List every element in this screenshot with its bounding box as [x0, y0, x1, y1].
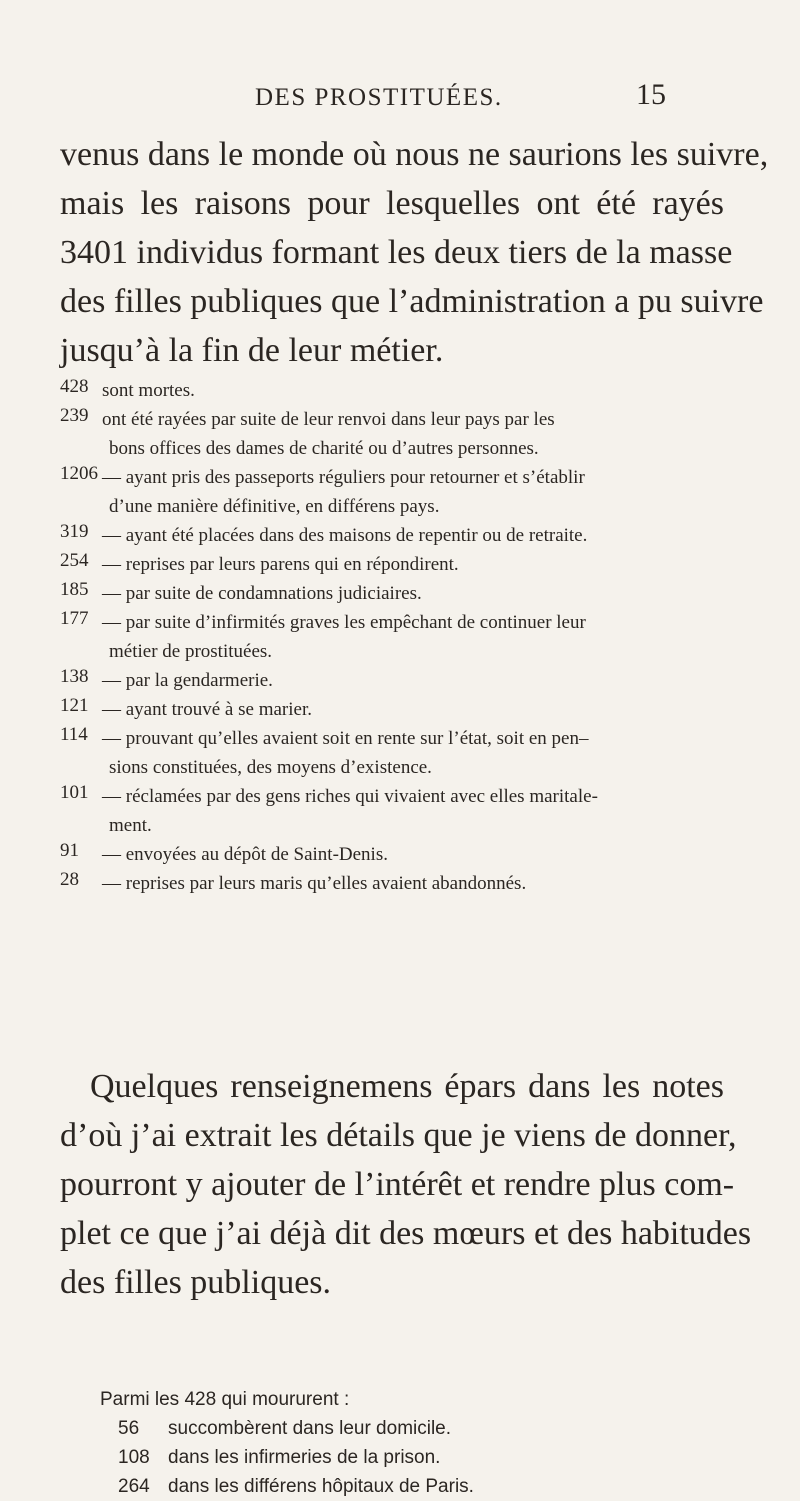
stat-text: — envoyées au dépôt de Saint-Denis.	[102, 844, 388, 865]
removal-statistics	[60, 376, 740, 898]
stat-text: ment.	[109, 815, 152, 836]
deaths-count: 56	[118, 1418, 140, 1439]
deaths-item	[100, 1443, 740, 1472]
stat-text: bons offices des dames de charité ou d’autres personnes.	[109, 438, 539, 459]
paragraph-line: venus dans le monde où nous ne saurions les suivre,	[60, 136, 769, 173]
stat-text: métier de prostituées.	[109, 641, 273, 662]
stat-text: — ayant pris des passeports réguliers pour retourner et s’établir	[102, 467, 585, 488]
deaths-place: succombèrent dans leur domicile.	[168, 1418, 452, 1439]
stat-count: 28	[60, 869, 79, 890]
stat-entry	[60, 608, 740, 666]
stat-text: — prouvant qu’elles avaient soit en rente sur l’état, soit en pen–	[102, 728, 589, 749]
deaths-breakdown	[100, 1385, 740, 1501]
deaths-item	[100, 1414, 740, 1443]
paragraph-line: 3401 individus formant les deux tiers de la masse	[60, 234, 733, 271]
paragraph-line: jusqu’à la fin de leur métier.	[60, 332, 444, 369]
stat-entry	[60, 405, 740, 463]
stat-entry	[60, 869, 740, 898]
stat-text: — reprises par leurs parens qui en répondirent.	[102, 554, 459, 575]
stat-count: 177	[60, 608, 89, 629]
stat-text: — par suite d’infirmités graves les empêchant de continuer leur	[102, 612, 586, 633]
paragraph-line: pourront y ajouter de l’intérêt et rendre plus com-	[60, 1166, 735, 1203]
stat-entry	[60, 782, 740, 840]
running-head	[0, 78, 800, 118]
deaths-count: 264	[118, 1476, 150, 1497]
stat-text: — par suite de condamnations judiciaires.	[102, 583, 422, 604]
stat-count: 91	[60, 840, 79, 861]
stat-entry	[60, 376, 740, 405]
stat-text: d’une manière définitive, en différens pays.	[109, 496, 440, 517]
stat-text: sont mortes.	[102, 380, 195, 401]
stat-count: 101	[60, 782, 89, 803]
stat-entry	[60, 666, 740, 695]
stat-text: — réclamées par des gens riches qui vivaient avec elles maritale-	[102, 786, 598, 807]
paragraph-line: des filles publiques.	[60, 1264, 332, 1301]
stat-count: 138	[60, 666, 89, 687]
stat-text: — ayant été placées dans des maisons de repentir ou de retraite.	[102, 525, 588, 546]
stat-entry	[60, 695, 740, 724]
stat-text: — par la gendarmerie.	[102, 670, 273, 691]
stat-count: 1206	[60, 463, 98, 484]
stat-entry	[60, 550, 740, 579]
page-number: 15	[636, 78, 666, 111]
stat-entry	[60, 463, 740, 521]
running-title: DES PROSTITUÉES.	[255, 84, 503, 111]
paragraph-line: mais les raisons pour lesquelles ont été rayés	[60, 185, 724, 222]
deaths-intro: Parmi les 428 qui moururent :	[100, 1389, 350, 1410]
stat-count: 254	[60, 550, 89, 571]
paragraph-2	[60, 1062, 752, 1307]
deaths-item	[100, 1472, 740, 1501]
deaths-count: 108	[118, 1447, 150, 1468]
stat-count: 319	[60, 521, 89, 542]
stat-entry	[60, 840, 740, 869]
paragraph-line: des filles publiques que l’administration a pu suivre	[60, 283, 764, 320]
deaths-place: dans les différens hôpitaux de Paris.	[168, 1476, 474, 1497]
stat-text: — reprises par leurs maris qu’elles avaient abandonnés.	[102, 873, 527, 894]
paragraph-line: d’où j’ai extrait les détails que je viens de donner,	[60, 1117, 737, 1154]
stat-count: 239	[60, 405, 89, 426]
stat-count: 114	[60, 724, 88, 745]
stat-entry	[60, 521, 740, 550]
stat-count: 428	[60, 376, 89, 397]
stat-entry	[60, 579, 740, 608]
stat-count: 121	[60, 695, 89, 716]
stat-entry	[60, 724, 740, 782]
stat-text: ont été rayées par suite de leur renvoi dans leur pays par les	[102, 409, 555, 430]
paragraph-line: Quelques renseignemens épars dans les notes	[90, 1068, 724, 1105]
stat-count: 185	[60, 579, 89, 600]
deaths-place: dans les infirmeries de la prison.	[168, 1447, 441, 1468]
paragraph-line: plet ce que j’ai déjà dit des mœurs et des habitudes	[60, 1215, 752, 1252]
stat-text: sions constituées, des moyens d’existence.	[109, 757, 432, 778]
stat-text: — ayant trouvé à se marier.	[102, 699, 312, 720]
paragraph-1	[60, 130, 769, 375]
